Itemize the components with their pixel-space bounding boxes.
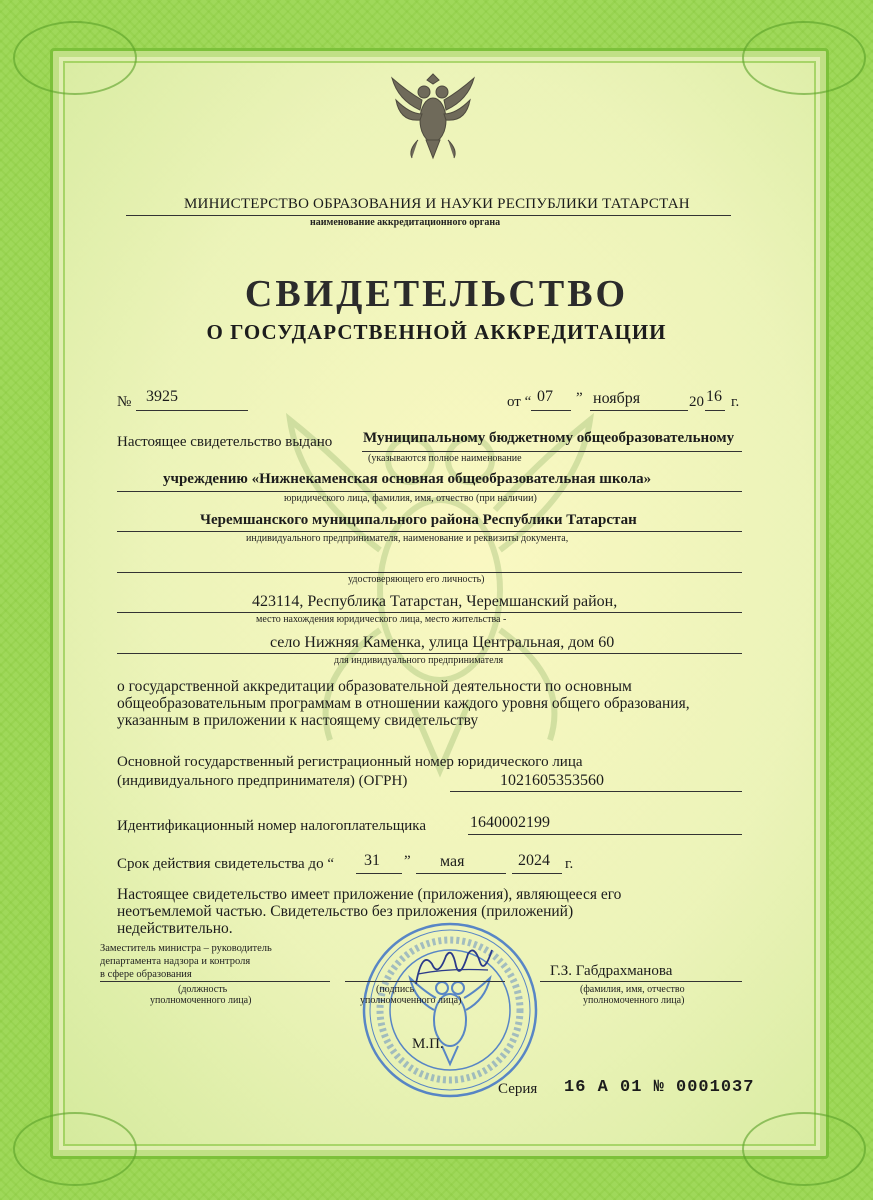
issue-day: 07 xyxy=(537,388,553,405)
seal-place-label: М.П. xyxy=(412,1036,444,1052)
document-subtitle: О ГОСУДАРСТВЕННОЙ АККРЕДИТАЦИИ xyxy=(206,320,667,344)
appendix-line-3: недействительно. xyxy=(117,920,233,937)
certificate-number: 3925 xyxy=(146,388,178,405)
appendix-line-1: Настоящее свидетельство имеет приложение (приложения), являющееся его xyxy=(117,886,622,903)
purpose-line-3: указанным в приложении к настоящему свидетельству xyxy=(117,712,479,729)
accreditation-authority: МИНИСТЕРСТВО ОБРАЗОВАНИЯ И НАУКИ РЕСПУБЛИКИ ТАТАРСТАН xyxy=(184,196,690,212)
address-line-2: село Нижняя Каменка, улица Центральная, дом 60 xyxy=(270,634,615,651)
issue-year: 16 xyxy=(706,388,722,405)
issued-caption-5: место нахождения юридического лица, место жительства - xyxy=(256,614,507,625)
document-title: СВИДЕТЕЛЬСТВО xyxy=(244,273,629,315)
signer-position-3: в сфере образования xyxy=(100,969,192,980)
name-caption-2: уполномоченного лица) xyxy=(583,995,685,1006)
purpose-line-1: о государственной аккредитации образовательной деятельности по основным xyxy=(117,678,632,695)
appendix-line-2: неотъемлемой частью. Свидетельство без приложения (приложений) xyxy=(117,903,574,920)
inn-label: Идентификационный номер налогоплательщика xyxy=(117,818,427,834)
series-label: Серия xyxy=(498,1081,538,1097)
inn-value: 1640002199 xyxy=(470,814,550,831)
authority-caption: наименование аккредитационного органа xyxy=(310,217,501,228)
date-prefix: от “ xyxy=(507,394,532,410)
ogrn-label-2: (индивидуального предпринимателя) (ОГРН) xyxy=(117,773,408,789)
signer-name: Г.З. Габдрахманова xyxy=(550,963,673,979)
issued-label: Настоящее свидетельство выдано xyxy=(117,434,333,450)
handwritten-signature-icon xyxy=(408,944,498,992)
organization-line-3: Черемшанского муниципального района Республики Татарстан xyxy=(200,512,637,528)
validity-month: мая xyxy=(440,853,465,870)
position-caption-1: (должность xyxy=(178,984,228,995)
date-quote-close: ” xyxy=(576,390,583,406)
year-label: г. xyxy=(731,394,740,410)
validity-day: 31 xyxy=(364,852,380,869)
validity-year: 2024 xyxy=(518,852,550,869)
ogrn-label-1: Основной государственный регистрационный номер юридического лица xyxy=(117,754,583,770)
signer-position-2: департамента надзора и контроля xyxy=(100,956,251,967)
coat-of-arms-icon xyxy=(388,70,478,162)
organization-line-1: Муниципальному бюджетному общеобразовательному xyxy=(363,430,735,446)
signature-caption-2: уполномоченного лица) xyxy=(360,995,462,1006)
issued-caption-6: для индивидуального предпринимателя xyxy=(334,655,504,666)
signature-caption-1: (подпись xyxy=(376,984,415,995)
purpose-paragraph xyxy=(117,678,742,729)
issue-month: ноября xyxy=(593,390,641,407)
address-line-1: 423114, Республика Татарстан, Черемшанский район, xyxy=(252,593,618,610)
validity-year-label: г. xyxy=(565,856,574,872)
issued-caption-4: удостоверяющего его личность) xyxy=(348,574,485,585)
purpose-line-2: общеобразовательным программам в отношении каждого уровня общего образования, xyxy=(117,695,690,712)
issued-caption-2: юридического лица, фамилия, имя, отчество (при наличии) xyxy=(284,493,537,504)
year-prefix: 20 xyxy=(689,394,704,410)
position-caption-2: уполномоченного лица) xyxy=(150,995,252,1006)
issued-caption-1: (указываются полное наименование xyxy=(368,453,522,464)
validity-quote-close: ” xyxy=(404,853,411,869)
organization-line-2: учреждению «Нижнекаменская основная общеобразовательная школа» xyxy=(163,471,652,487)
ogrn-value: 1021605353560 xyxy=(500,772,604,789)
name-caption-1: (фамилия, имя, отчество xyxy=(580,984,685,995)
validity-label: Срок действия свидетельства до “ xyxy=(117,856,334,872)
issued-caption-3: индивидуального предпринимателя, наименование и реквизиты документа, xyxy=(246,533,569,544)
signer-position-1: Заместитель министра – руководитель xyxy=(100,943,272,954)
number-label: № xyxy=(117,394,132,410)
series-number: 16 А 01 № 0001037 xyxy=(564,1078,755,1097)
